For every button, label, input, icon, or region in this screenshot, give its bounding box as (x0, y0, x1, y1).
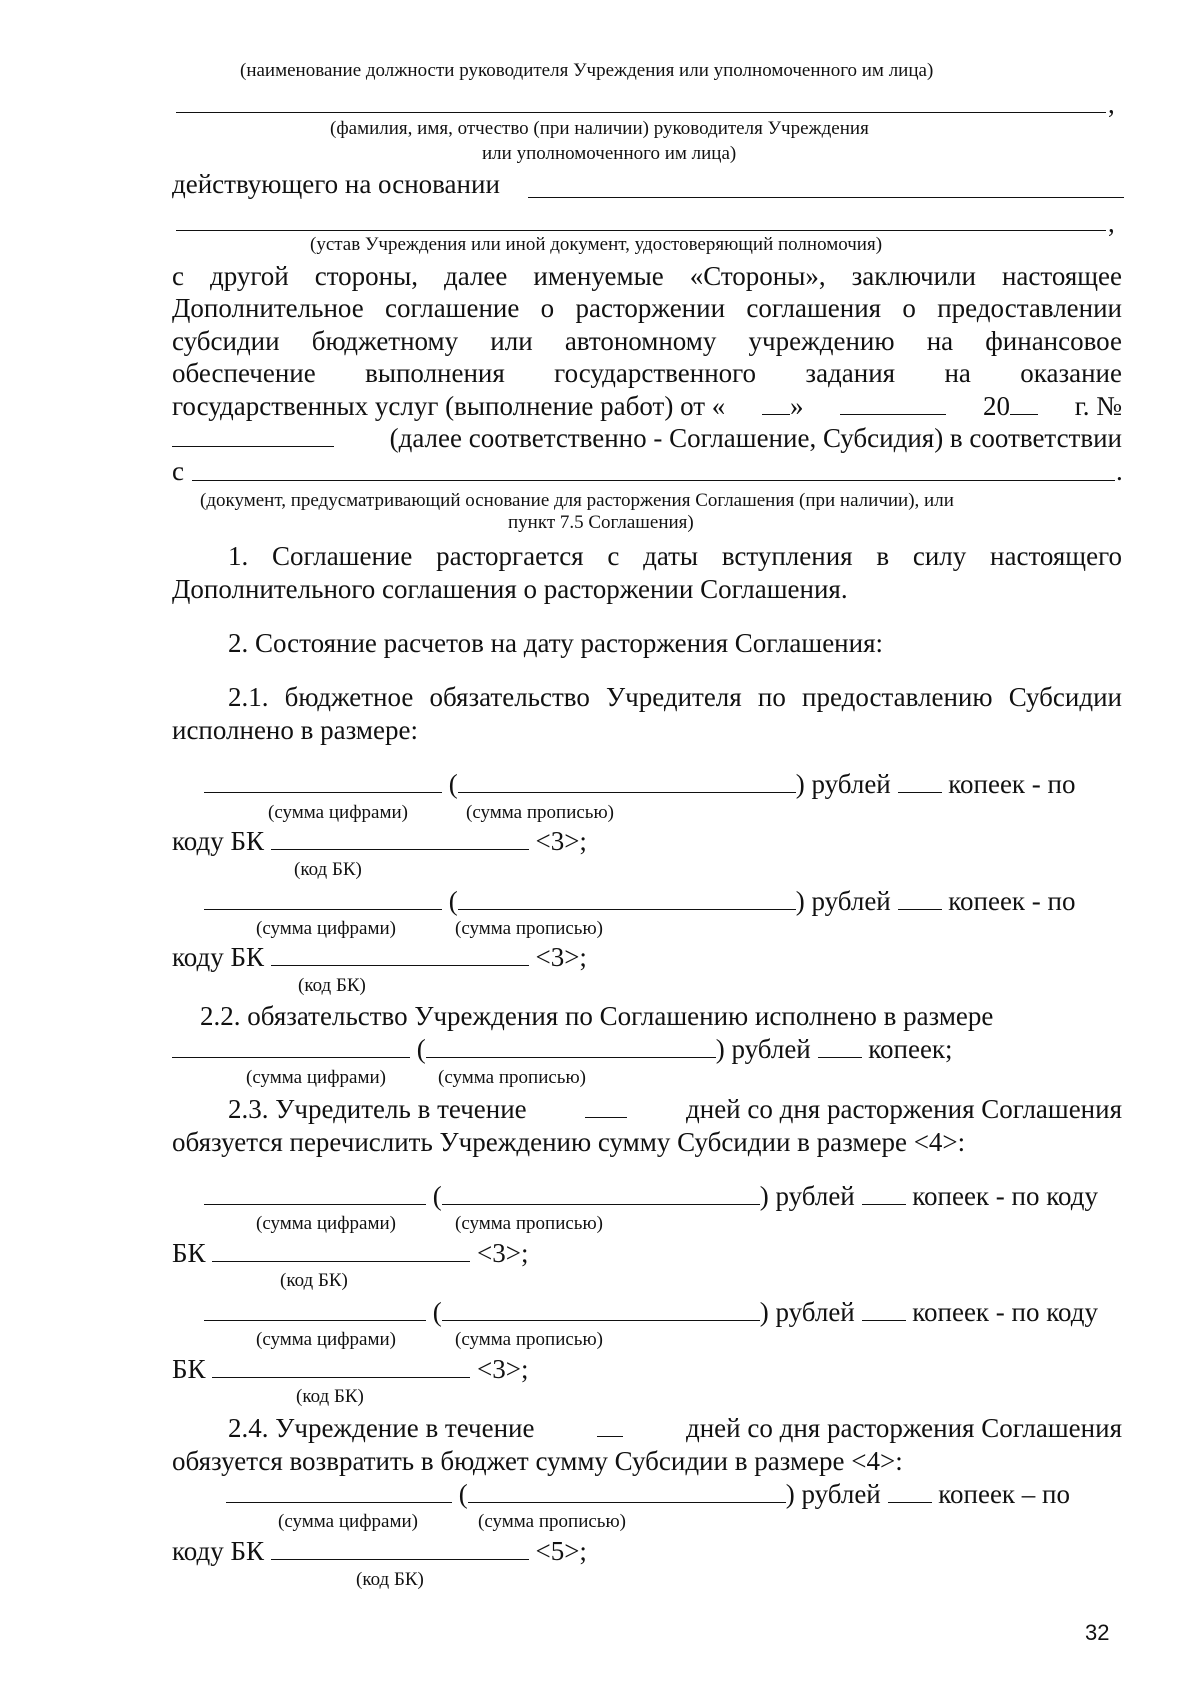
caption-termination-basis: (документ, предусматривающий основание для расторжения Соглашения (при наличии), или (200, 490, 954, 511)
field-kopecks[interactable] (862, 1299, 906, 1321)
field-sum-digits[interactable] (204, 888, 442, 910)
bk-row (172, 1353, 528, 1385)
preamble-line: Дополнительное соглашение о расторжении соглашения о предоставлении (172, 293, 1122, 323)
paragraph-2-1-cont: исполнено в размере: (172, 715, 418, 745)
caption-sum-digits: (сумма цифрами) (246, 1067, 386, 1088)
footnote-ref: <3>; (477, 1354, 529, 1384)
caption-termination-basis-2: пункт 7.5 Соглашения) (508, 512, 694, 533)
caption-head-name-2: или уполномоченного им лица) (482, 143, 737, 164)
paren: ( (448, 769, 458, 799)
field-kopecks[interactable] (888, 1481, 932, 1503)
period: . (1116, 456, 1123, 486)
caption-sum-words: (сумма прописью) (455, 1213, 603, 1234)
kopecks-label: копеек; (868, 1034, 953, 1064)
kopecks-label: копеек - по коду (912, 1297, 1098, 1327)
field-year[interactable] (1010, 393, 1038, 415)
caption-bk-code: (код БК) (298, 975, 366, 996)
caption-sum-words: (сумма прописью) (438, 1067, 586, 1088)
paren: ( (448, 886, 458, 916)
field-termination-document[interactable] (192, 480, 1115, 481)
paren: ( (458, 1479, 468, 1509)
bk-row (172, 1237, 528, 1269)
paragraph-2-4-cont: обязуется возвратить в бюджет сумму Субсидии в размере <4>: (172, 1446, 903, 1476)
caption-head-name: (фамилия, имя, отчество (при наличии) руководителя Учреждения (330, 118, 869, 139)
field-sum-words[interactable] (442, 1299, 760, 1321)
caption-bk-code: (код БК) (280, 1270, 348, 1291)
field-sum-words[interactable] (426, 1036, 716, 1058)
paragraph-2-2: 2.2. обязательство Учреждения по Соглашению исполнено в размере (200, 1001, 994, 1031)
preamble-tail: (далее соответственно - Соглашение, Субсидия) в соответствии (389, 423, 1122, 453)
field-bk-code[interactable] (271, 1538, 529, 1560)
amount-row (204, 1296, 1098, 1328)
bk-label: БК (172, 1354, 206, 1384)
field-sum-digits[interactable] (204, 1299, 426, 1321)
field-bk-code[interactable] (212, 1240, 470, 1262)
paragraph-2: 2. Состояние расчетов на дату расторжения Соглашения: (228, 628, 884, 658)
caption-sum-digits: (сумма цифрами) (268, 802, 408, 823)
caption-sum-words: (сумма прописью) (466, 802, 614, 823)
paragraph-2-1: 2.1. бюджетное обязательство Учредителя по предоставлению Субсидии (228, 682, 1122, 712)
preamble-line: с другой стороны, далее именуемые «Стороны», заключили настоящее (172, 261, 1122, 291)
field-basis-2[interactable] (176, 230, 1106, 231)
caption-bk-code: (код БК) (294, 859, 362, 880)
field-agreement-number[interactable] (172, 425, 334, 447)
caption-sum-words: (сумма прописью) (455, 918, 603, 939)
caption-sum-words: (сумма прописью) (455, 1329, 603, 1350)
paren: ( (432, 1181, 442, 1211)
paragraph-2-4-a: 2.4. Учреждение в течение (228, 1413, 535, 1443)
comma: , (1108, 89, 1115, 119)
rubles-label: ) рублей (795, 769, 891, 799)
field-sum-digits[interactable] (204, 1183, 426, 1205)
caption-head-position: (наименование должности руководителя Учреждения или уполномоченного им лица) (240, 60, 934, 81)
field-days[interactable] (585, 1096, 627, 1118)
paragraph-2-3-b: дней со дня расторжения Соглашения (686, 1094, 1122, 1124)
caption-charter: (устав Учреждения или иной документ, удостоверяющий полномочия) (310, 234, 883, 255)
bk-label: БК (172, 1238, 206, 1268)
preamble-line: субсидии бюджетному или автономному учреждению на финансовое (172, 326, 1122, 356)
field-kopecks[interactable] (862, 1183, 906, 1205)
caption-sum-digits: (сумма цифрами) (256, 1213, 396, 1234)
paragraph-2-4-b: дней со дня расторжения Соглашения (686, 1413, 1122, 1443)
acting-on-basis-label: действующего на основании (172, 169, 500, 199)
preamble-date-text: государственных услуг (выполнение работ) от « (172, 391, 726, 421)
paren: ( (416, 1034, 426, 1064)
caption-sum-words: (сумма прописью) (478, 1511, 626, 1532)
rubles-label: ) рублей (795, 886, 891, 916)
field-bk-code[interactable] (271, 944, 529, 966)
rubles-label: ) рублей (759, 1181, 855, 1211)
field-sum-digits[interactable] (172, 1036, 410, 1058)
bk-row (172, 825, 587, 857)
kopecks-label: копеек - по (948, 769, 1076, 799)
amount-row (204, 885, 1076, 917)
field-kopecks[interactable] (818, 1036, 862, 1058)
field-sum-words[interactable] (468, 1481, 786, 1503)
amount-row (226, 1478, 1070, 1510)
rubles-label: ) рублей (715, 1034, 811, 1064)
amount-row (204, 768, 1076, 800)
field-sum-words[interactable] (458, 771, 796, 793)
kopecks-label: копеек - по (948, 886, 1076, 916)
field-month[interactable] (840, 393, 946, 415)
rubles-label: ) рублей (759, 1297, 855, 1327)
bk-row (172, 1535, 587, 1567)
preamble-line: обеспечение выполнения государственного задания на оказание (172, 358, 1122, 388)
caption-sum-digits: (сумма цифрами) (256, 1329, 396, 1350)
bk-label: коду БК (172, 1536, 264, 1566)
rubles-label: ) рублей (785, 1479, 881, 1509)
bk-label: коду БК (172, 826, 264, 856)
field-bk-code[interactable] (271, 828, 529, 850)
field-sum-words[interactable] (458, 888, 796, 910)
page-number: 32 (1085, 1620, 1110, 1645)
field-day[interactable] (762, 393, 790, 415)
paragraph-1-cont: Дополнительного соглашения о расторжении Соглашения. (172, 574, 848, 604)
field-kopecks[interactable] (898, 771, 942, 793)
paragraph-1: 1. Соглашение расторгается с даты вступления в силу настоящего (228, 541, 1122, 571)
preamble-line-date (172, 390, 1122, 422)
footnote-ref: <3>; (535, 826, 587, 856)
field-sum-digits[interactable] (204, 771, 442, 793)
footnote-ref: <3>; (477, 1238, 529, 1268)
preamble-line-number (172, 422, 1122, 454)
paragraph-2-3-cont: обязуется перечислить Учреждению сумму Субсидии в размере <4>: (172, 1127, 966, 1157)
year-number-sign: г. № (1074, 391, 1122, 421)
amount-row (172, 1033, 953, 1065)
comma: , (1108, 208, 1115, 238)
caption-bk-code: (код БК) (296, 1386, 364, 1407)
field-days[interactable] (597, 1415, 623, 1437)
kopecks-label: копеек - по коду (912, 1181, 1098, 1211)
paragraph-2-3 (228, 1093, 1122, 1125)
caption-sum-digits: (сумма цифрами) (256, 918, 396, 939)
field-head-name[interactable] (176, 112, 1106, 113)
footnote-ref: <5>; (535, 1536, 587, 1566)
caption-bk-code: (код БК) (356, 1569, 424, 1590)
paragraph-2-4 (228, 1412, 1122, 1444)
field-basis-1[interactable] (528, 197, 1124, 198)
paren: ( (432, 1297, 442, 1327)
quote-close: » (790, 391, 804, 421)
field-sum-digits[interactable] (226, 1481, 452, 1503)
kopecks-label: копеек – по (938, 1479, 1070, 1509)
with-prefix: с (172, 456, 184, 486)
bk-row (172, 941, 587, 973)
paragraph-2-3-a: 2.3. Учредитель в течение (228, 1094, 527, 1124)
field-sum-words[interactable] (442, 1183, 760, 1205)
amount-row (204, 1180, 1098, 1212)
footnote-ref: <3>; (535, 942, 587, 972)
field-kopecks[interactable] (898, 888, 942, 910)
caption-sum-digits: (сумма цифрами) (278, 1511, 418, 1532)
field-bk-code[interactable] (212, 1356, 470, 1378)
bk-label: коду БК (172, 942, 264, 972)
year-prefix: 20 (982, 391, 1010, 421)
